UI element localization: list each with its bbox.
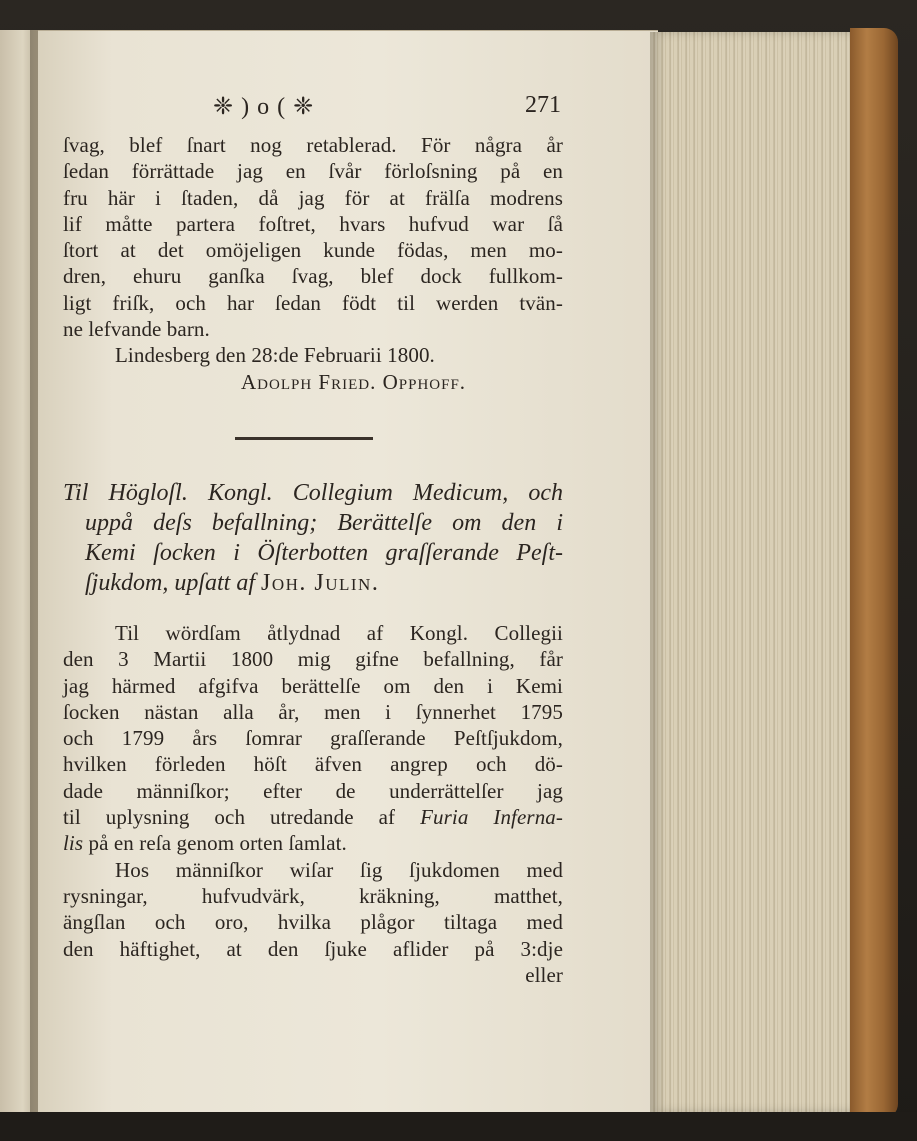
section-divider <box>235 437 373 440</box>
text-line: och 1799 års ſomrar graſſerande Peſtſjukdom, <box>63 726 563 751</box>
header-ornament: ❈ ) o ( ❈ <box>213 94 315 120</box>
title-line: Til Högloſl. Kongl. Collegium Medicum, och <box>63 479 563 506</box>
text-line: hvilken förleden höſt äfven angrep och dö- <box>63 752 563 777</box>
section-title <box>63 478 563 598</box>
paragraph <box>63 857 563 988</box>
text-line: den häftighet, at den ſjuke aflider på 3:dje <box>63 936 563 961</box>
text-line: Hos männiſkor wiſar ſig ſjukdomen med <box>115 857 563 882</box>
author-name: Joh. Julin. <box>261 569 380 596</box>
text-run: til uplysning och utredande af <box>63 805 396 830</box>
italic-term: Furia Inferna- <box>420 805 563 830</box>
text-line: lif måtte partera foſtret, hvars hufvud war ſå <box>63 211 563 236</box>
text-line: ſvag, blef ſnart nog retablerad. För några år <box>63 133 563 157</box>
title-line <box>63 568 563 598</box>
text-line: dade männiſkor; efter de underrättelſer jag <box>63 778 563 803</box>
text-run: på en reſa genom orten ſamlat. <box>88 831 347 856</box>
text-line <box>63 804 563 830</box>
text-line: ne lefvande barn. <box>63 317 210 342</box>
text-line: ſocken nästan alla år, men i ſynnerhet 1795 <box>63 699 563 724</box>
paragraph <box>63 620 563 857</box>
text-line: rysningar, hufvudvärk, kräkning, matthet, <box>63 883 563 908</box>
page-text <box>63 92 563 988</box>
title-prefix: ſjukdom, upſatt af <box>85 569 255 596</box>
text-line: Til wördſam åtlydnad af Kongl. Collegii <box>115 620 563 645</box>
title-line: uppå deſs befallning; Berättelſe om den i <box>85 509 563 536</box>
running-header <box>63 92 563 132</box>
title-line: Kemi ſocken i Öſterbotten graſſerande Peſt- <box>85 539 563 566</box>
scan-background <box>0 1112 917 1141</box>
text-line: dren, ehuru ganſka ſvag, blef dock fullkom- <box>63 264 563 289</box>
text-line: den 3 Martii 1800 mig gifne befallning, får <box>63 647 563 672</box>
italic-term: lis <box>63 831 84 856</box>
text-line: jag härmed afgifva berättelſe om den i Kemi <box>63 673 563 698</box>
text-line: ſtort at det omöjeligen kunde födas, men mo- <box>63 238 563 263</box>
text-line: ſedan förrättade jag en ſvår förloſsning på en <box>63 159 563 184</box>
text-line: ängſlan och oro, hvilka plågor tiltaga med <box>63 910 563 935</box>
letter-closing <box>63 132 563 395</box>
text-line <box>63 830 563 856</box>
dateline: Lindesberg den 28:de Februarii 1800. <box>115 343 435 368</box>
text-line: fru här i ſtaden, då jag för at frälſa modrens <box>63 185 563 210</box>
text-line: ligt friſk, och har ſedan födt til werden tvän- <box>63 290 563 315</box>
page-block-edges <box>650 32 855 1112</box>
catchword: eller <box>525 962 563 987</box>
signature: Adolph Fried. Opphoff. <box>241 369 467 394</box>
page-number: 271 <box>525 92 561 118</box>
leather-cover <box>850 28 898 1118</box>
